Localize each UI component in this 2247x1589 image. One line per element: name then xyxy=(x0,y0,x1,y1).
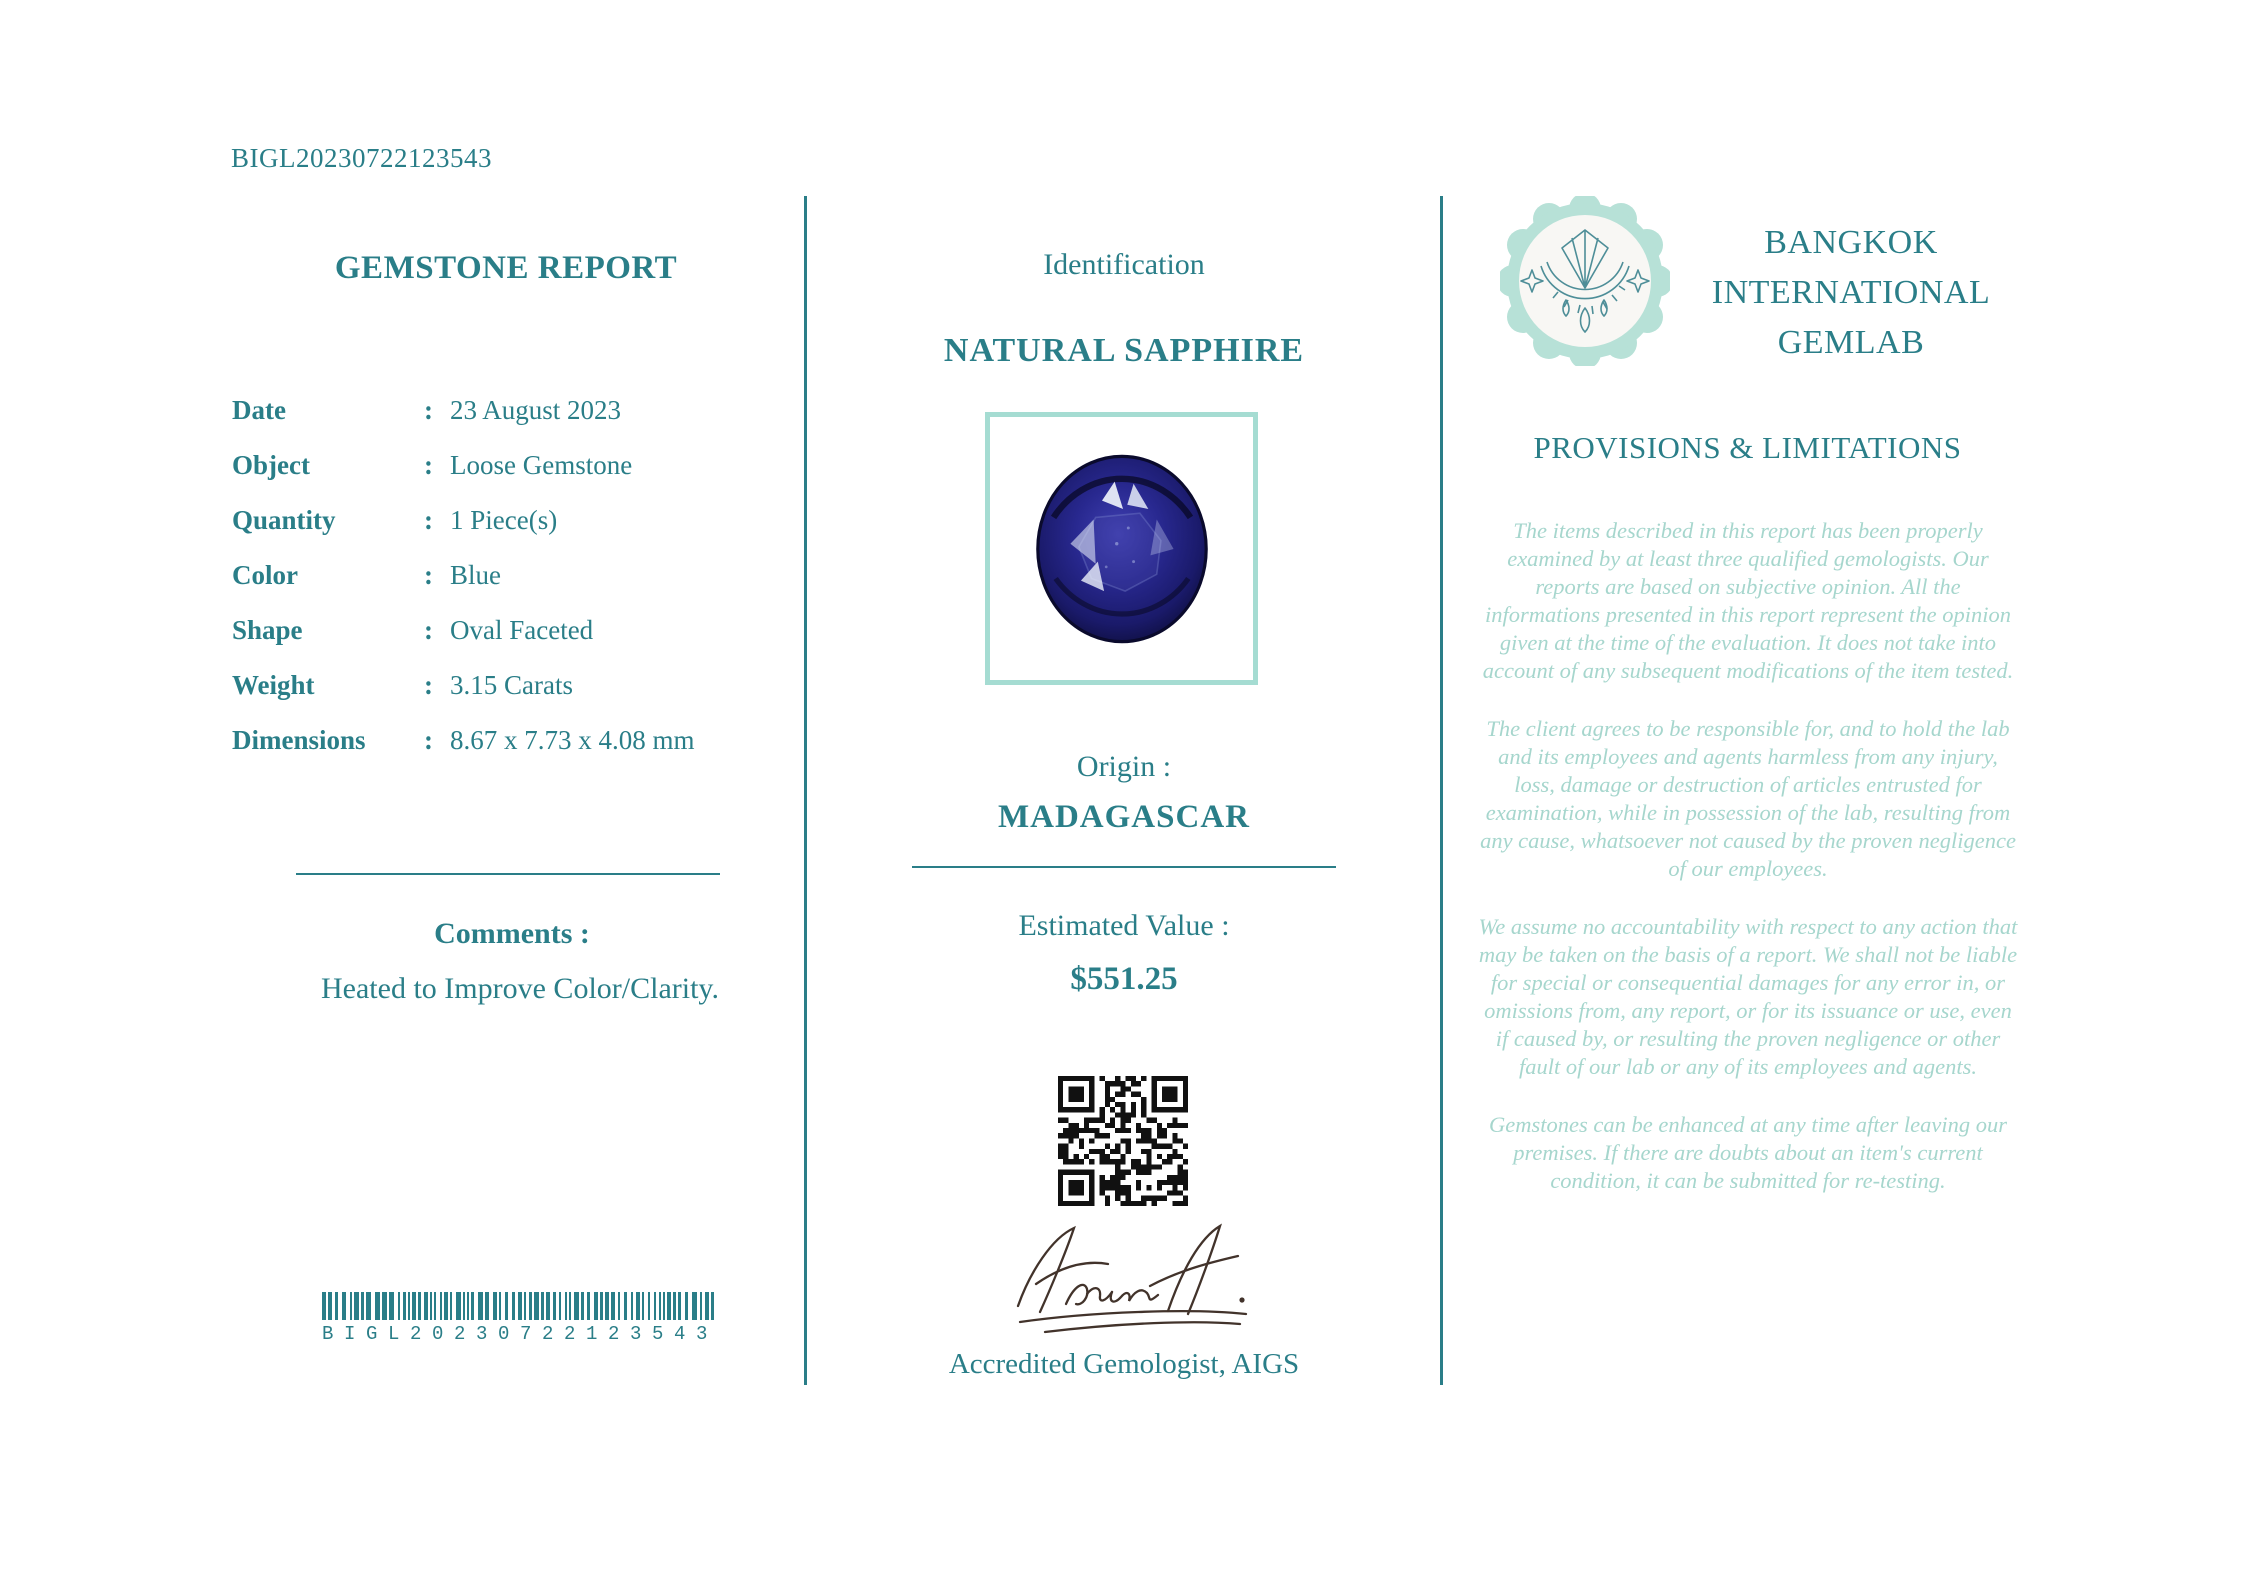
qr-code xyxy=(1058,1076,1188,1206)
detail-row-quantity xyxy=(232,493,792,548)
detail-value: Oval Faceted xyxy=(450,615,594,645)
identification-heading: Identification xyxy=(1043,248,1205,281)
detail-label: Weight xyxy=(232,670,315,700)
detail-value: 23 August 2023 xyxy=(450,395,622,425)
detail-label: Color xyxy=(232,560,298,590)
provisions-paragraph: Gemstones can be enhanced at any time after leaving our premises. If there are doubts about an item's current condition, it can be submitted for re-testing. xyxy=(1489,1112,2007,1193)
lab-logo xyxy=(1500,196,1670,366)
detail-row-shape xyxy=(232,603,792,658)
detail-colon: : xyxy=(424,560,433,590)
signature xyxy=(990,1208,1290,1343)
detail-colon: : xyxy=(424,450,433,480)
detail-colon: : xyxy=(424,615,433,645)
provisions-paragraph: The client agrees to be responsible for, and to hold the lab and its employees and agents harmless from any injury, loss, damage or destruction of articles entrusted for examination, while in possession of the lab, resulting from any cause, whatsoever not caused by the proven negligence of our employees. xyxy=(1480,716,2016,881)
detail-label: Shape xyxy=(232,615,303,645)
estimated-value: $551.25 xyxy=(1070,961,1178,997)
detail-colon: : xyxy=(424,395,433,425)
detail-colon: : xyxy=(424,725,433,755)
detail-row-object xyxy=(232,438,792,493)
detail-label: Date xyxy=(232,395,286,425)
detail-value: 3.15 Carats xyxy=(450,670,573,700)
gem-details-list xyxy=(232,383,792,768)
gemstone-report-title: GEMSTONE REPORT xyxy=(334,250,678,286)
lab-logo-badge-icon xyxy=(1500,196,1670,366)
detail-label: Quantity xyxy=(232,505,336,535)
detail-value: 1 Piece(s) xyxy=(450,505,558,535)
barcode-text: BIGL20230722123543 xyxy=(322,1323,719,1345)
signatory-title: Accredited Gemologist, AIGS xyxy=(948,1348,1300,1380)
identification-value: NATURAL SAPPHIRE xyxy=(943,332,1305,369)
detail-value: Blue xyxy=(450,560,501,590)
comments-text: Heated to Improve Color/Clarity. xyxy=(321,972,719,1005)
gem-photo xyxy=(1022,443,1222,655)
origin-value: MADAGASCAR xyxy=(998,799,1250,835)
provisions-text xyxy=(1478,517,2018,1225)
detail-colon: : xyxy=(424,670,433,700)
origin-heading: Origin : xyxy=(1076,750,1172,783)
detail-value: 8.67 x 7.73 x 4.08 mm xyxy=(450,725,695,755)
gem-photo-frame xyxy=(985,412,1258,685)
detail-value: Loose Gemstone xyxy=(450,450,633,480)
detail-colon: : xyxy=(424,505,433,535)
detail-label: Dimensions xyxy=(232,725,366,755)
detail-row-weight xyxy=(232,658,792,713)
detail-row-date xyxy=(232,383,792,438)
detail-row-dimensions xyxy=(232,713,792,768)
detail-row-color xyxy=(232,548,792,603)
column-divider-right xyxy=(1440,196,1443,1385)
lab-name: BANGKOK INTERNATIONAL GEMLAB xyxy=(1711,224,1991,361)
provisions-paragraph: The items described in this report has been properly examined by at least three qualified gemologists. Our reports are based on subjective opinion. All the informations presented in this report represent the opinion given at the time of the evaluation. It does not take into account of any subsequent modifications of the item tested. xyxy=(1482,518,2014,683)
report-number: BIGL20230722123543 xyxy=(231,143,492,173)
estimated-value-heading: Estimated Value : xyxy=(1018,909,1230,942)
provisions-heading: PROVISIONS & LIMITATIONS xyxy=(1533,430,1962,465)
qr-code-image xyxy=(1058,1076,1188,1206)
barcode xyxy=(322,1292,719,1345)
detail-label: Object xyxy=(232,450,310,480)
barcode-bars xyxy=(322,1292,714,1320)
comments-heading: Comments : xyxy=(434,917,590,950)
value-divider xyxy=(912,866,1336,868)
provisions-paragraph: We assume no accountability with respect to any action that may be taken on the basis of a report. We shall not be liable for special or consequential damages for any error in, or omissions from, any report, or for its issuance or use, even if caused by, or resulting the proven negligence or other fault of our lab or any of its employees and agents. xyxy=(1478,914,2018,1079)
signature-handwriting xyxy=(990,1208,1290,1343)
comments-divider xyxy=(296,873,720,875)
column-divider-left xyxy=(804,196,807,1385)
